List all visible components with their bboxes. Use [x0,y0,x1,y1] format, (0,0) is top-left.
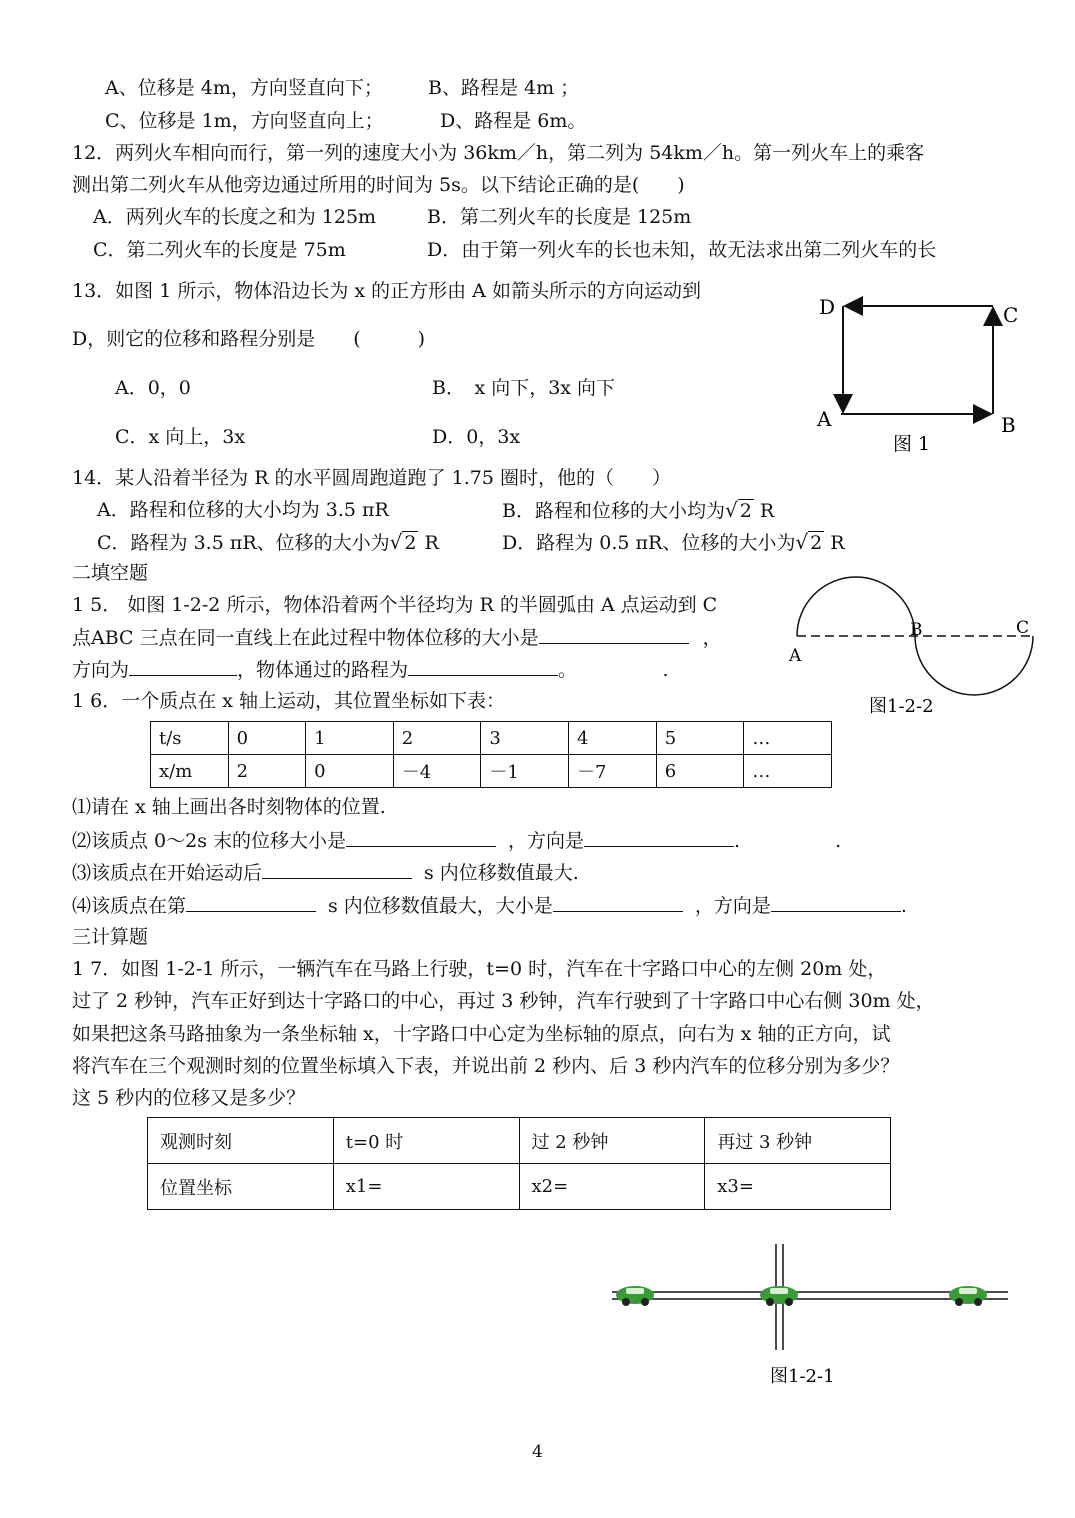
q12-stem-line1: 12．两列火车相向而行，第一列的速度大小为 36km／h，第二列为 54km／h。第一列火车上的乘客 [72,142,925,164]
table-cell: 1 [306,722,394,755]
q16-blank-direction[interactable] [584,828,734,847]
q12-option-b: B．第二列火车的长度是 125m [427,206,692,228]
q15-line3-end: 。 . [558,659,669,681]
table-cell: 2 [393,722,481,755]
table-cell: －7 [569,755,657,788]
fig1-label-c: C [1003,303,1019,327]
q16-sub4-mid1: s 内位移数值最大，大小是 [328,895,553,917]
q12-option-d: D．由于第一列火车的长也未知，故无法求出第二列火车的长 [427,239,937,261]
q16-blank-magnitude[interactable] [553,893,683,912]
table-cell: x3= [705,1164,891,1210]
q11-option-a: A、位移是 4m，方向竖直向下； [105,77,383,99]
table-cell: t/s [151,722,229,755]
table-cell: 2 [228,755,306,788]
q14-option-c-text: C．路程为 3.5 πR、位移的大小为 [97,532,390,554]
q17-stem-line4: 将汽车在三个观测时刻的位置坐标填入下表，并说出前 2 秒内、后 3 秒内汽车的位移分别为多少？ [72,1055,900,1077]
q14-option-b-radicand: 2 [739,500,752,522]
sqrt-icon: √ [724,498,738,522]
q17-stem-line2: 过了 2 秒钟，汽车正好到达十字路口的中心，再过 3 秒钟，汽车行驶到了十字路口中心右侧 30m 处， [72,990,935,1012]
q16-sub4 [72,893,907,918]
q14-option-d-r: R [830,532,845,554]
q15-line2-text: 点ABC 三点在同一直线上在此过程中物体位移的大小是 [72,627,539,649]
table-row [148,1164,891,1210]
table-cell: 再过 3 秒钟 [705,1118,891,1164]
q16-sub4-pre: ⑷该质点在第 [72,895,187,917]
q14-option-d-radicand: 2 [810,532,823,554]
q16-blank-displacement[interactable] [346,828,496,847]
q14-option-c-r: R [424,532,439,554]
table-cell: 位置坐标 [148,1164,334,1210]
table-cell: 5 [656,722,744,755]
q15-line3-pre: 方向为 [72,659,130,681]
table-cell: 观测时刻 [148,1118,334,1164]
q12-option-a: A．两列火车的长度之和为 125m [93,206,377,228]
table-row [151,722,832,755]
table-cell: 过 2 秒钟 [519,1118,705,1164]
table-cell: t=0 时 [333,1118,519,1164]
section-calc-title: 三计算题 [72,926,149,948]
q14-option-b [502,498,774,523]
q11-option-b: B、路程是 4m ； [428,77,580,99]
car-icon [760,1286,798,1306]
table-cell: －4 [393,755,481,788]
q13-option-c: C．x 向上，3x [115,426,246,448]
q14-stem: 14．某人沿着半径为 R 的水平圆周跑道跑了 1.75 圈时，他的（ ） [72,467,671,489]
fig122-caption: 图1-2-2 [869,696,934,717]
fig121-caption: 图1-2-1 [770,1366,835,1387]
table-cell: －1 [481,755,569,788]
car-icon [616,1286,654,1306]
fig122-label-a: A [789,646,802,666]
table-cell: x1= [333,1164,519,1210]
fig1-label-d: D [819,295,836,319]
fig1-caption: 图 1 [893,433,931,455]
q15-blank-direction[interactable] [129,657,237,676]
q15-line3-mid: ，物体通过的路程为 [237,659,409,681]
figure-1-square-path [805,290,1035,460]
fig1-label-a: A [817,407,832,431]
q16-blank-which-second[interactable] [186,893,316,912]
table-cell: 3 [481,722,569,755]
fig1-label-b: B [1001,413,1016,437]
page-number: 4 [532,1442,543,1462]
section-fill-in-title: 二填空题 [72,562,149,584]
q17-observation-table [147,1117,891,1210]
q14-option-a: A．路程和位移的大小均为 3.5 πR [97,499,389,521]
q11-option-c: C、位移是 1m，方向竖直向上； [105,110,384,132]
q16-sub3-pre: ⑶该质点在开始运动后 [72,862,263,884]
q14-option-c [97,530,439,555]
q16-sub2-end: . . [734,830,842,852]
table-cell: … [744,722,832,755]
q15-stem-line3 [72,657,669,682]
q12-option-c: C．第二列火车的长度是 75m [93,239,346,261]
q16-sub3 [72,860,579,885]
fig122-label-c: C [1016,618,1030,638]
table-cell: 0 [228,722,306,755]
q17-stem-line1: 1 7．如图 1-2-1 所示，一辆汽车在马路上行驶，t=0 时，汽车在十字路口中心的左侧 20m 处， [72,958,887,980]
q16-sub2-mid: ，方向是 [508,830,585,852]
q15-stem-line1: 1 5． 如图 1-2-2 所示，物体沿着两个半径均为 R 的半圆弧由 A 点运动到 C [72,594,718,616]
q13-option-d: D．0，3x [432,426,521,448]
q12-stem-line2: 测出第二列火车从他旁边通过所用的时间为 5s。以下结论正确的是( ) [72,174,685,196]
table-cell: 0 [306,755,394,788]
q15-stem-line2 [72,625,722,650]
figure-1-2-1-intersection [612,1242,1012,1392]
q13-stem-line1: 13．如图 1 所示，物体沿边长为 x 的正方形由 A 如箭头所示的方向运动到 [72,280,701,302]
q14-option-d-text: D．路程为 0.5 πR、位移的大小为 [502,532,796,554]
q16-sub2-pre: ⑵该质点 0～2s 末的位移大小是 [72,830,347,852]
q13-stem-line2: D，则它的位移和路程分别是 ( ) [72,328,426,350]
q17-stem-line5: 这 5 秒内的位移又是多少？ [72,1087,306,1109]
q16-blank-direction2[interactable] [771,893,901,912]
table-row [148,1118,891,1164]
q11-option-d: D、路程是 6m。 [440,110,587,132]
q14-option-c-radicand: 2 [404,532,417,554]
table-cell: … [744,755,832,788]
q15-line2-end: ， [702,627,722,649]
table-cell: x/m [151,755,229,788]
sqrt-icon: √ [795,530,809,554]
q17-stem-line3: 如果把这条马路抽象为一条坐标轴 x，十字路口中心定为坐标轴的原点，向右为 x 轴的正方向，试 [72,1023,891,1045]
q13-option-a: A．0，0 [115,377,191,399]
q16-sub2 [72,828,841,853]
q16-sub3-end: s 内位移数值最大. [424,862,579,884]
q16-blank-seconds[interactable] [262,860,412,879]
fig122-label-b: B [910,620,923,640]
figure-1-2-2-semicircles [785,580,1045,720]
table-cell: 4 [569,722,657,755]
q15-blank-path[interactable] [408,657,558,676]
q16-sub1: ⑴请在 x 轴上画出各时刻物体的位置. [72,796,386,818]
q14-option-d [502,530,845,555]
q16-position-table [150,721,832,788]
table-cell: x2= [519,1164,705,1210]
table-cell: 6 [656,755,744,788]
q16-stem: 1 6．一个质点在 x 轴上运动，其位置坐标如下表： [72,690,506,712]
q13-option-b: B． x 向下，3x 向下 [432,377,616,399]
q15-blank-displacement[interactable] [539,625,689,644]
q14-option-b-text: B．路程和位移的大小均为 [502,500,725,522]
q14-option-b-r: R [759,500,775,522]
q16-sub4-end: . [900,895,907,917]
sqrt-icon: √ [389,530,403,554]
car-icon [949,1286,987,1306]
table-row [151,755,832,788]
q16-sub4-mid2: ，方向是 [694,895,771,917]
